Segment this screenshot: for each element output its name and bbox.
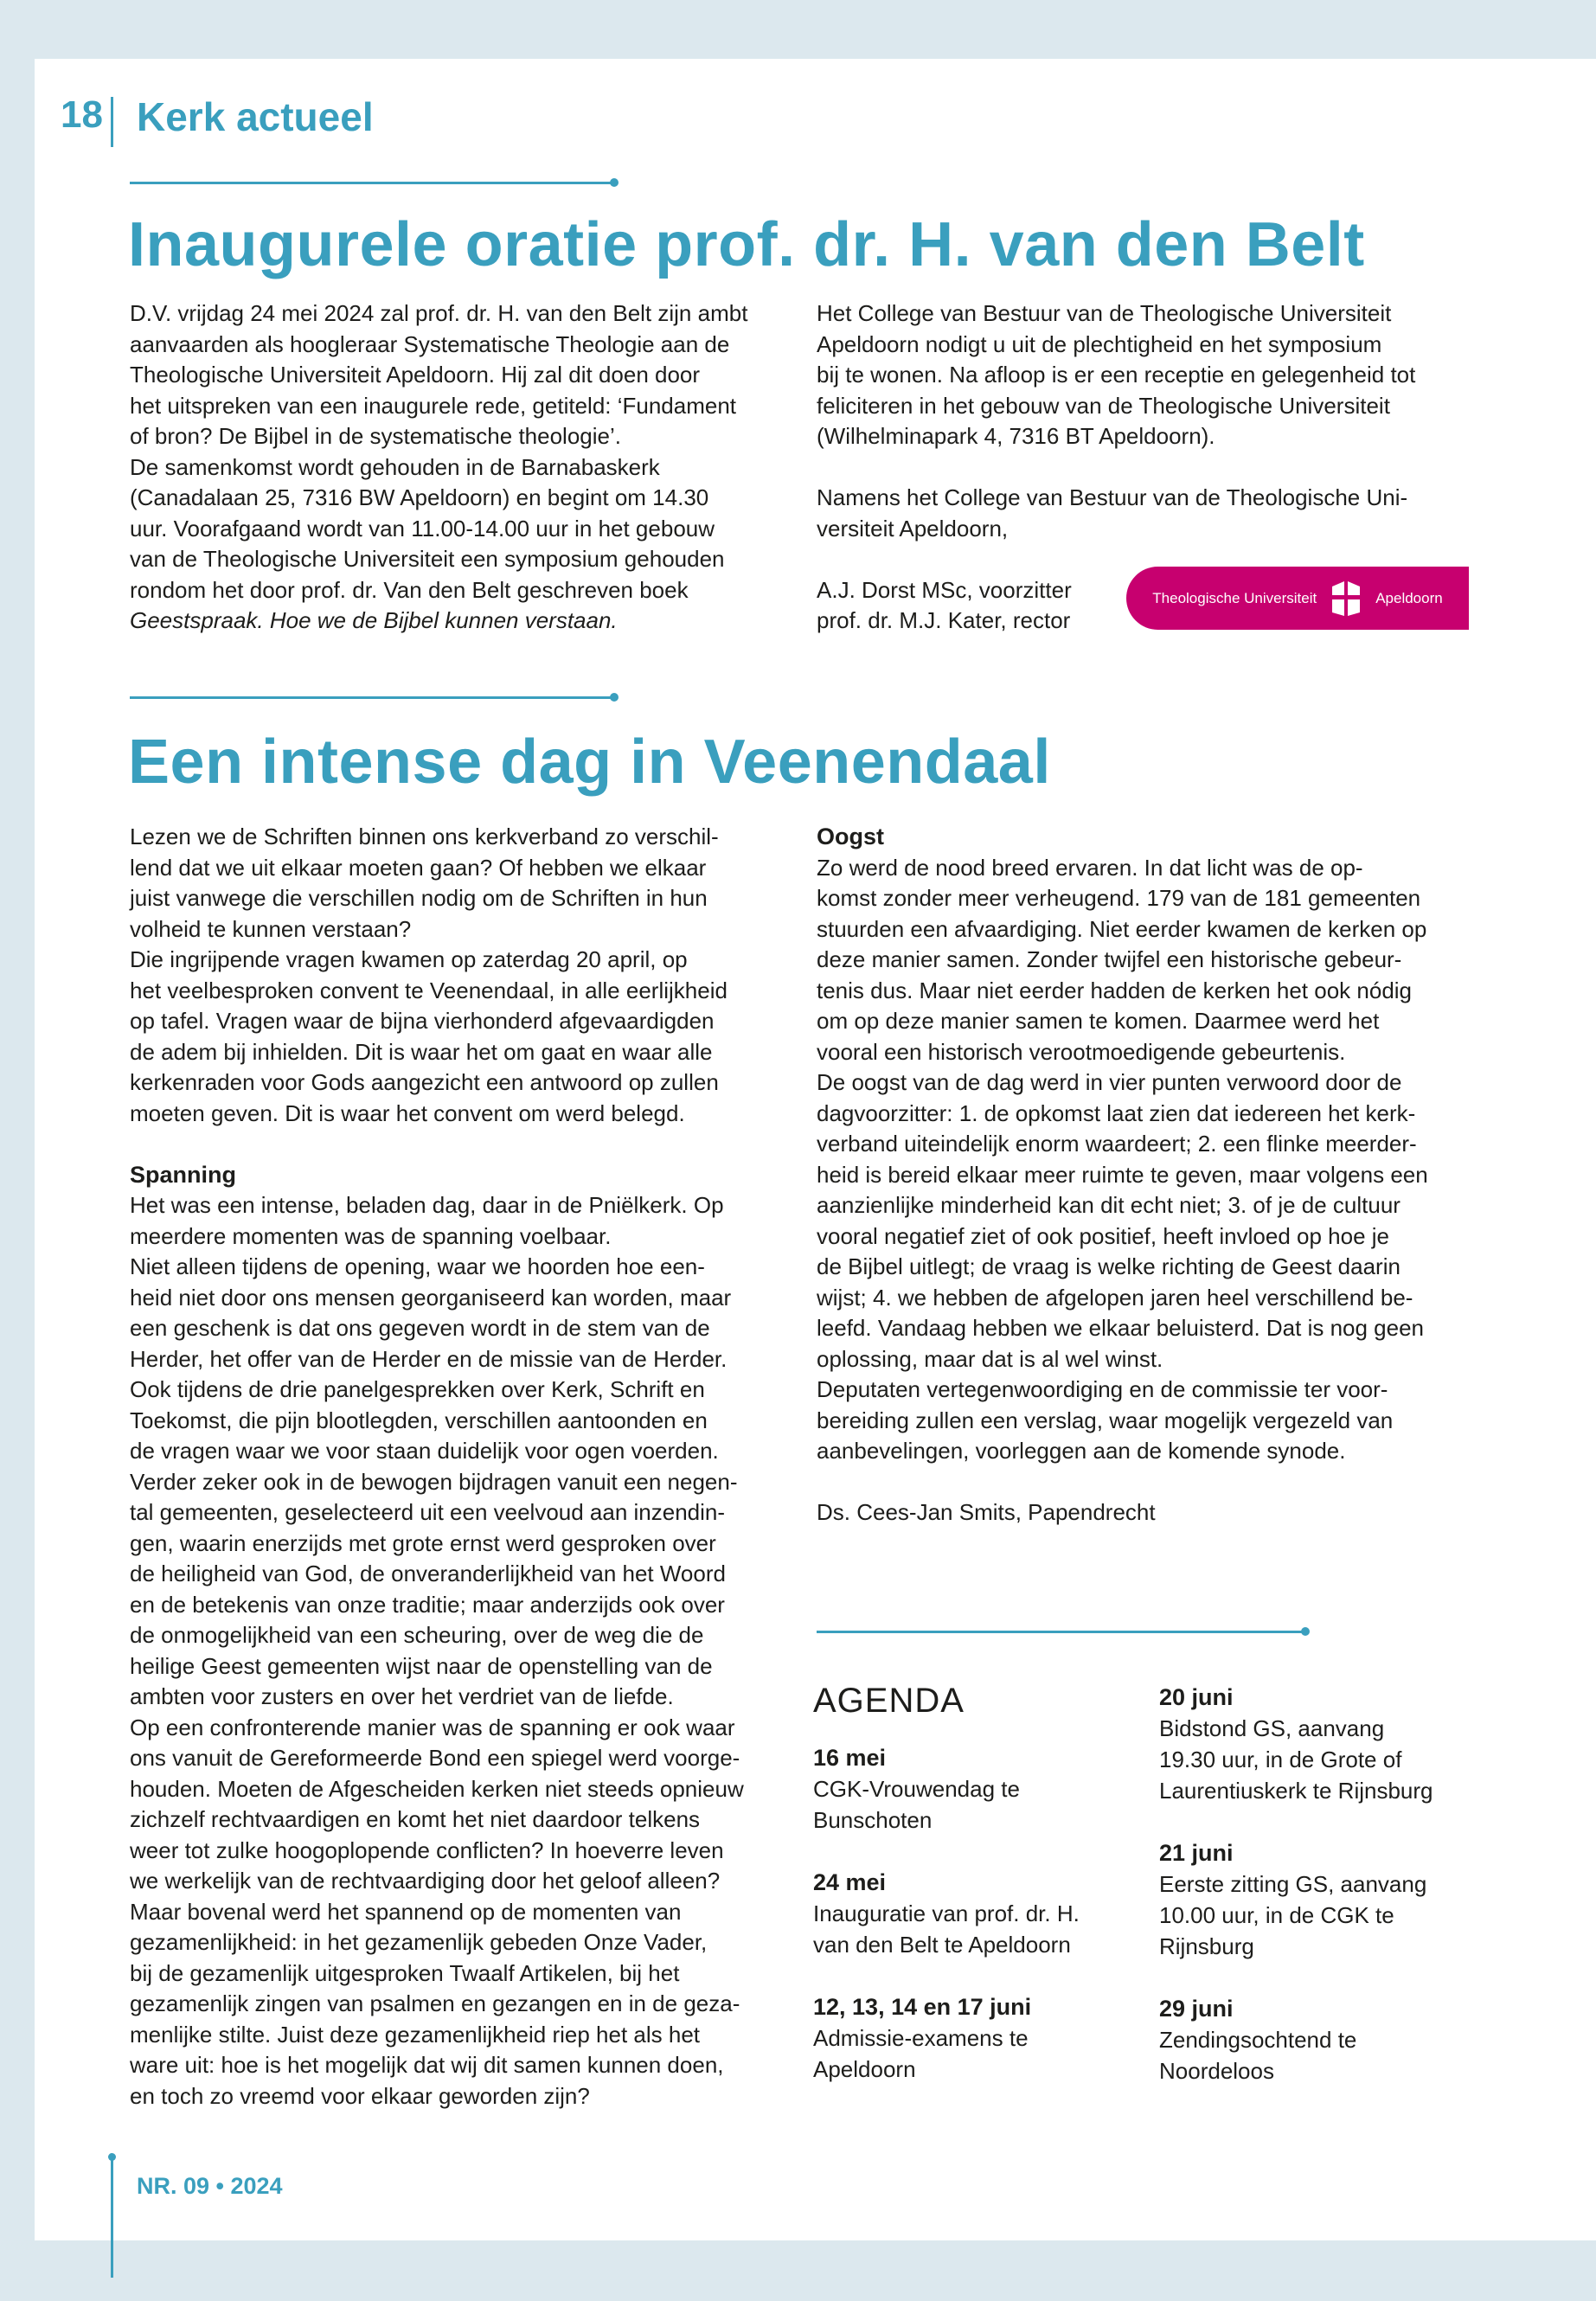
section-title: Kerk actueel xyxy=(137,94,374,139)
signature-line: prof. dr. M.J. Kater, rector xyxy=(817,607,1071,633)
agenda-description-line: Admissie-examens te xyxy=(813,2025,1029,2051)
agenda-divider xyxy=(817,1631,1305,1633)
article2-text-line: Deputaten vertegenwoordiging en de commissie ter voor- xyxy=(817,1376,1388,1402)
article2-text-line: zichzelf rechtvaardigen en komt het niet daardoor telkens xyxy=(130,1806,701,1832)
university-logo xyxy=(1126,567,1469,630)
article2-title: Een intense dag in Veenendaal xyxy=(128,727,1051,797)
issue-number: NR. 09 • 2024 xyxy=(137,2173,283,2199)
article2-text-line: gezamenlijkheid: in het gezamenlijk gebeden Onze Vader, xyxy=(130,1929,708,1955)
article2-text-line: heid niet door ons mensen georganiseerd kan worden, maar xyxy=(130,1284,732,1311)
agenda-description-line: Laurentiuskerk te Rijnsburg xyxy=(1159,1778,1433,1804)
article2-text-line: ons vanuit de Gereformeerde Bond een spiegel werd voorge- xyxy=(130,1745,740,1771)
article2-text-line: lend dat we uit elkaar moeten gaan? Of hebben we elkaar xyxy=(130,854,707,881)
article1-text-line: rondom het door prof. dr. Van den Belt geschreven boek xyxy=(130,576,689,603)
article1-text-line: D.V. vrijdag 24 mei 2024 zal prof. dr. H. van den Belt zijn ambt xyxy=(130,300,748,326)
article2-text-line: Herder, het offer van de Herder en de missie van de Herder. xyxy=(130,1345,727,1372)
article1-text-line: versiteit Apeldoorn, xyxy=(817,515,1009,542)
article2-text-line: Verder zeker ook in de bewogen bijdragen vanuit een negen- xyxy=(130,1468,738,1495)
article2-text-line: Lezen we de Schriften binnen ons kerkverband zo verschil- xyxy=(130,824,719,849)
article2-text-line: deze manier samen. Zonder twijfel een historische gebeur- xyxy=(817,946,1402,972)
article2-text-line: vooral negatief ziet of ook positief, heeft invloed op hoe je xyxy=(817,1222,1389,1249)
article2-text-line: ambten voor zusters en over het verdriet van de liefde. xyxy=(130,1683,674,1709)
article1-text-line: bij te wonen. Na afloop is er een receptie en gelegenheid tot xyxy=(817,362,1416,388)
article2-text-line: weer tot zulke hoogoplopende conflicten? In hoeverre leven xyxy=(130,1836,724,1863)
article2-text-line: het veelbesproken convent te Veenendaal, in alle eerlijkheid xyxy=(130,977,727,1003)
article2-left-column xyxy=(130,822,787,2112)
article1-book-title: Geestspraak. Hoe we de Bijbel kunnen verstaan. xyxy=(130,607,618,633)
article2-divider xyxy=(130,696,614,699)
article2-text-line: de onmogelijkheid van een scheuring, over de weg die de xyxy=(130,1622,704,1648)
article2-text-line: de heiligheid van God, de onveranderlijkheid van het Woord xyxy=(130,1561,726,1586)
agenda-description-line: van den Belt te Apeldoorn xyxy=(813,1932,1071,1958)
article2-text-line: bij de gezamenlijk uitgesproken Twaalf Artikelen, bij het xyxy=(130,1959,680,1986)
agenda-date: 20 juni xyxy=(1159,1684,1234,1710)
article2-text-line: meerdere momenten was de spanning voelbaar. xyxy=(130,1222,612,1249)
article1-left-column xyxy=(130,298,787,637)
article2-right-column xyxy=(817,822,1491,1529)
article2-text-line: de vragen waar we voor staan duidelijk voor ogen voerden. xyxy=(130,1438,719,1464)
article2-text-line: dagvoorzitter: 1. de opkomst laat zien dat iedereen het kerk- xyxy=(817,1099,1416,1126)
agenda-description-line: Apeldoorn xyxy=(813,2056,916,2082)
agenda-description-line: 10.00 uur, in de CGK te xyxy=(1159,1902,1394,1928)
article1-text-line: Namens het College van Bestuur van de Theologische Uni- xyxy=(817,484,1408,510)
agenda-description-line: 19.30 uur, in de Grote of xyxy=(1159,1747,1402,1772)
agenda-date: 16 mei xyxy=(813,1745,887,1771)
agenda-date: 24 mei xyxy=(813,1869,887,1895)
footer-divider xyxy=(111,2157,113,2278)
agenda-left-column xyxy=(813,1742,1125,2116)
article2-text-line: Het was een intense, beladen dag, daar in de Pniëlkerk. Op xyxy=(130,1192,724,1218)
article2-text-line: vooral een historisch verootmoedigende gebeurtenis. xyxy=(817,1038,1346,1065)
agenda-description-line: Bunschoten xyxy=(813,1807,933,1833)
article2-text-line: aanzienlijke minderheid kan dit echt niet; 3. of je de cultuur xyxy=(817,1192,1401,1218)
article2-text-line: stuurden een afvaardiging. Niet eerder kwamen de kerken op xyxy=(817,915,1427,942)
article2-text-line: oplossing, maar dat is al wel winst. xyxy=(817,1345,1163,1372)
article2-text-line: Toekomst, die pijn blootlegden, verschillen aantoonden en xyxy=(130,1407,708,1433)
agenda-description-line: Bidstond GS, aanvang xyxy=(1159,1715,1385,1741)
article2-text-line: heilige Geest gemeenten wijst naar de openstelling van de xyxy=(130,1652,713,1679)
oogst-heading: Oogst xyxy=(817,824,884,849)
agenda-item xyxy=(813,1742,1125,1836)
article2-text-line: bereiding zullen een verslag, waar mogelijk vergezeld van xyxy=(817,1407,1394,1433)
article2-author: Ds. Cees-Jan Smits, Papendrecht xyxy=(817,1499,1156,1525)
page-number: 18 xyxy=(61,93,103,136)
agenda-item xyxy=(813,1991,1125,2085)
article1-title: Inaugurele oratie prof. dr. H. van den Belt xyxy=(128,210,1365,279)
header-divider xyxy=(111,97,113,147)
article2-text-line: volheid te kunnen verstaan? xyxy=(130,915,412,942)
agenda-item xyxy=(813,1867,1125,1960)
article1-text-line: of bron? De Bijbel in de systematische theologie’. xyxy=(130,423,621,449)
article2-text-line: op tafel. Vragen waar de bijna vierhonderd afgevaardigden xyxy=(130,1008,715,1034)
article2-text-line: Die ingrijpende vragen kwamen op zaterdag 20 april, op xyxy=(130,946,688,972)
article2-text-line: aanbevelingen, voorleggen aan de komende synode. xyxy=(817,1438,1346,1464)
article1-text-line: aanvaarden als hoogleraar Systematische Theologie aan de xyxy=(130,330,730,357)
spanning-heading: Spanning xyxy=(130,1161,236,1188)
agenda-right-column xyxy=(1159,1682,1488,2118)
article2-text-line: de adem bij inhielden. Dit is waar het om gaat en waar alle xyxy=(130,1038,713,1065)
article2-text-line: gen, waarin enerzijds met grote ernst werd gesproken over xyxy=(130,1529,716,1556)
article2-text-line: komst zonder meer verheugend. 179 van de 181 gemeenten xyxy=(817,885,1421,911)
agenda-description-line: Noordeloos xyxy=(1159,2058,1274,2084)
logo-text-right: Apeldoorn xyxy=(1375,589,1443,606)
agenda-description-line: Zendingsochtend te xyxy=(1159,2027,1357,2053)
article1-text-line: Theologische Universiteit Apeldoorn. Hij zal dit doen door xyxy=(130,362,701,388)
agenda-description-line: CGK-Vrouwendag te xyxy=(813,1776,1020,1802)
article2-text-line: om op deze manier samen te komen. Daarmee werd het xyxy=(817,1008,1380,1034)
article2-text-line: Maar bovenal werd het spannend op de momenten van xyxy=(130,1898,682,1925)
agenda-date: 29 juni xyxy=(1159,1996,1234,2022)
article2-text-line: menlijke stilte. Juist deze gezamenlijkheid riep het als het xyxy=(130,2021,701,2048)
agenda-title: AGENDA xyxy=(813,1682,965,1720)
article1-text-line: uur. Voorafgaand wordt van 11.00-14.00 uur in het gebouw xyxy=(130,515,715,542)
article2-text-line: en toch zo vreemd voor elkaar geworden zijn? xyxy=(130,2082,590,2109)
article2-text-line: wijst; 4. we hebben de afgelopen jaren heel verschillend be- xyxy=(817,1284,1413,1311)
article2-text-line: De oogst van de dag werd in vier punten verwoord door de xyxy=(817,1069,1402,1095)
article2-text-line: leefd. Vandaag hebben we elkaar beluisterd. Dat is nog geen xyxy=(817,1315,1425,1341)
article1-text-line: het uitspreken van een inaugurele rede, getiteld: ‘Fundament xyxy=(130,392,737,419)
agenda-item xyxy=(1159,1837,1488,1962)
article2-text-line: Op een confronterende manier was de spanning er ook waar xyxy=(130,1714,735,1740)
article1-divider xyxy=(130,182,614,184)
article1-text-line: van de Theologische Universiteit een symposium gehouden xyxy=(130,546,725,572)
article2-text-line: Ook tijdens de drie panelgesprekken over Kerk, Schrift en xyxy=(130,1376,705,1402)
article1-text-line: Apeldoorn nodigt u uit de plechtigheid en het symposium xyxy=(817,330,1382,357)
agenda-description-line: Eerste zitting GS, aanvang xyxy=(1159,1871,1427,1897)
agenda-description-line: Inauguratie van prof. dr. H. xyxy=(813,1900,1080,1926)
article2-text-line: een geschenk is dat ons gegeven wordt in de stem van de xyxy=(130,1315,710,1341)
article2-text-line: kerkenraden voor Gods aangezicht een antwoord op zullen xyxy=(130,1069,719,1095)
article2-text-line: houden. Moeten de Afgescheiden kerken niet steeds opnieuw xyxy=(130,1775,744,1802)
article1-text-line: feliciteren in het gebouw van de Theologische Universiteit xyxy=(817,392,1390,419)
article1-text-line: (Canadalaan 25, 7316 BW Apeldoorn) en begint om 14.30 xyxy=(130,484,709,510)
agenda-item xyxy=(1159,1993,1488,2086)
agenda-date: 21 juni xyxy=(1159,1840,1234,1866)
article2-text-line: verband uiteindelijk enorm waardeert; 2. een flinke meerder- xyxy=(817,1131,1417,1157)
article1-text-line: De samenkomst wordt gehouden in de Barnabaskerk xyxy=(130,453,660,480)
article2-text-line: juist vanwege die verschillen nodig om de Schriften in hun xyxy=(130,885,708,911)
article2-text-line: tenis dus. Maar niet eerder hadden de kerken het ook nódig xyxy=(817,977,1413,1003)
article2-text-line: tal gemeenten, geselecteerd uit een veelvoud aan inzendin- xyxy=(130,1499,726,1525)
article2-text-line: gezamenlijk zingen van psalmen en gezangen en in de geza- xyxy=(130,1990,740,2016)
article2-text-line: Zo werd de nood breed ervaren. In dat licht was de op- xyxy=(817,854,1363,881)
article2-text-line: heid is bereid elkaar meer ruimte te geven, maar volgens een xyxy=(817,1161,1428,1188)
article2-text-line: ware uit: hoe is het mogelijk dat wij dit samen kunnen doen, xyxy=(130,2052,724,2078)
article1-text-line: Het College van Bestuur van de Theologische Universiteit xyxy=(817,300,1392,326)
article2-text-line: Niet alleen tijdens de opening, waar we hoorden hoe een- xyxy=(130,1253,705,1279)
agenda-date: 12, 13, 14 en 17 juni xyxy=(813,1994,1032,2020)
agenda-description-line: Rijnsburg xyxy=(1159,1933,1254,1959)
article2-text-line: de Bijbel uitlegt; de vraag is welke richting de Geest daarin xyxy=(817,1253,1401,1279)
agenda-item xyxy=(1159,1682,1488,1806)
article1-text-line: (Wilhelminapark 4, 7316 BT Apeldoorn). xyxy=(817,423,1215,449)
article2-text-line: we werkelijk van de rechtvaardiging door het geloof alleen? xyxy=(130,1868,721,1894)
logo-text-left: Theologische Universiteit xyxy=(1152,589,1317,606)
article2-text-line: moeten geven. Dit is waar het convent om werd belegd. xyxy=(130,1099,685,1126)
article2-text-line: en de betekenis van onze traditie; maar anderzijds ook over xyxy=(130,1591,725,1618)
signature-line: A.J. Dorst MSc, voorzitter xyxy=(817,576,1072,603)
logo-book-icon xyxy=(1329,578,1363,619)
